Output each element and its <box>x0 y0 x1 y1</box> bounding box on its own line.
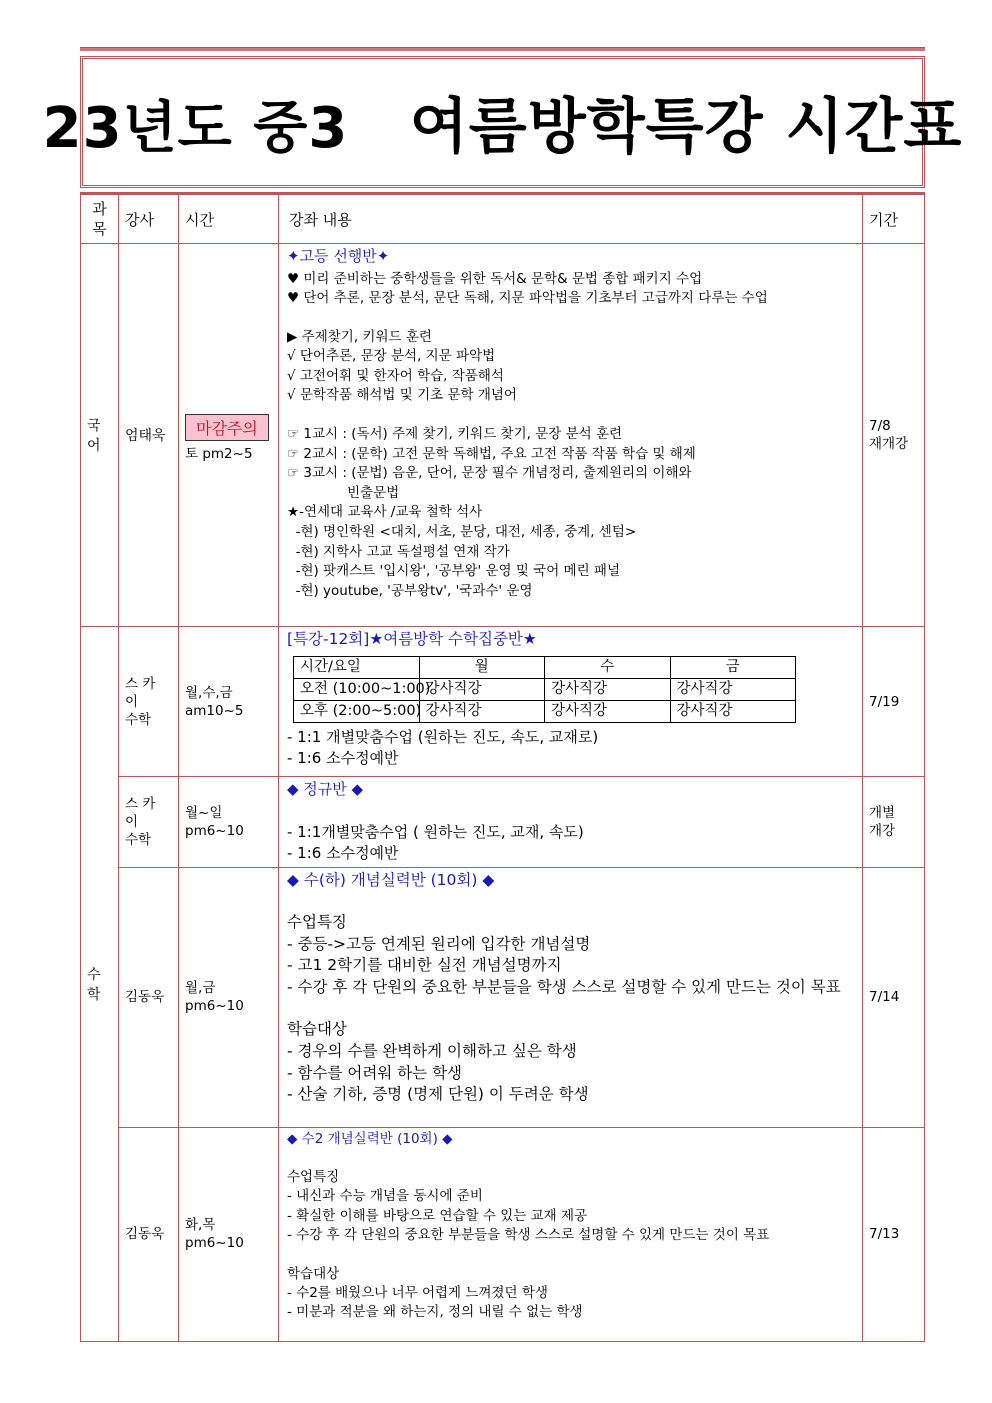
content-line: - 미분과 적분을 왜 하는지, 정의 내릴 수 없는 학생 <box>287 1304 583 1321</box>
math-row <box>81 1127 925 1341</box>
content-math <box>279 1127 863 1341</box>
content-korean <box>279 244 863 627</box>
subject-korean: 국어 <box>81 244 119 627</box>
content-math <box>279 777 863 868</box>
course-heading: ◆ 수(하) 개념실력반 (10회) ◆ <box>287 870 495 889</box>
header-teacher: 강사 <box>119 195 179 244</box>
content-line: -현) 명인학원 <대치, 서초, 분당, 대전, 세종, 중계, 센텀> <box>287 524 637 541</box>
subject-math: 수학 <box>81 627 119 1342</box>
header-time: 시간 <box>179 195 279 244</box>
content-line: - 1:6 소수정예반 <box>287 844 399 862</box>
top-rule <box>80 47 925 51</box>
content-line: - 수2를 배웠으나 너무 어렵게 느껴졌던 학생 <box>287 1284 548 1301</box>
header-content: 강좌 내용 <box>279 195 863 244</box>
period-math: 7/19 <box>863 627 925 777</box>
math-row <box>81 627 925 777</box>
content-line: - 확실한 이해를 바탕으로 연습할 수 있는 교재 제공 <box>287 1207 588 1224</box>
content-line: -현) youtube, '공부왕tv', '국과수' 운영 <box>287 582 533 599</box>
content-line: ☞ 3교시 : (문법) 음운, 단어, 문장 필수 개념정리, 출제원리의 이해와 <box>287 465 692 482</box>
time-math: 화,목 pm6~10 <box>179 1127 279 1341</box>
content-line: 수업특징 <box>287 1168 340 1185</box>
title-prefix: 23년도 중3 <box>42 96 349 161</box>
content-line: - 1:1 개별맞춤수업 (원하는 진도, 속도, 교재로) <box>287 728 599 746</box>
period-math: 개별 개강 <box>863 777 925 868</box>
content-line: ♥ 단어 추론, 문장 분석, 문단 독해, 지문 파악법을 기초부터 고급까지 다루는 수업 <box>287 290 768 307</box>
period-math: 7/13 <box>863 1127 925 1341</box>
content-line: -현) 지학사 고교 독설평설 연재 작가 <box>287 543 510 560</box>
period-math: 7/14 <box>863 867 925 1127</box>
content-line: ☞ 2교시 : (문학) 고전 문학 독해법, 주요 고전 작품 작품 학습 및 해제 <box>287 445 696 462</box>
content-line: - 내신과 수능 개념을 동시에 준비 <box>287 1188 483 1205</box>
time-math: 월,금 pm6~10 <box>179 867 279 1127</box>
title-main: 여름방학특강 시간표 <box>409 92 963 162</box>
schedule-header-cell: 금 <box>670 657 796 679</box>
schedule-cell: 오후 (2:00~5:00) <box>294 701 420 723</box>
course-heading: ✦고등 선행반✦ <box>287 247 390 265</box>
header-row <box>81 195 925 244</box>
content-line: - 산술 기하, 증명 (명제 단원) 이 두려운 학생 <box>287 1085 589 1104</box>
content-line: - 함수를 어려워 하는 학생 <box>287 1063 463 1082</box>
teacher-math: 스 카 이 수학 <box>119 627 179 777</box>
schedule-cell: 강사직강 <box>545 679 671 701</box>
content-line: ▶ 주제찾기, 키워드 훈련 <box>287 328 432 345</box>
period-korean: 7/8 재개강 <box>863 244 925 627</box>
time-cell-korean <box>179 244 279 627</box>
content-line: ☞ 1교시 : (독서) 주제 찾기, 키워드 찾기, 문장 분석 훈련 <box>287 426 623 443</box>
teacher-math: 스 카 이 수학 <box>119 777 179 868</box>
content-line: √ 고전어휘 및 한자어 학습, 작품해석 <box>287 367 504 384</box>
header-subject: 과 목 <box>81 195 119 244</box>
schedule-header-cell: 시간/요일 <box>294 657 420 679</box>
course-heading: ◆ 수2 개념실력반 (10회) ◆ <box>287 1130 453 1147</box>
content-line: 학습대상 <box>287 1020 347 1039</box>
content-line: ♥ 미리 준비하는 중학생들을 위한 독서& 문학& 문법 종합 패키지 수업 <box>287 270 703 287</box>
schedule-cell: 강사직강 <box>419 679 545 701</box>
content-line: - 1:6 소수정예반 <box>287 749 399 767</box>
teacher-math: 김동욱 <box>119 1127 179 1341</box>
course-heading: [특강-12회]★여름방학 수학집중반★ <box>287 630 537 648</box>
timetable-frame <box>42 47 963 1342</box>
math-row <box>81 867 925 1127</box>
time-korean: 토 pm2~5 <box>185 445 253 462</box>
content-line: - 경우의 수를 완벽하게 이해하고 싶은 학생 <box>287 1042 577 1061</box>
schedule-cell: 오전 (10:00~1:00) <box>294 679 420 701</box>
content-line: - 고1 2학기를 대비한 실전 개념설명까지 <box>287 956 562 975</box>
teacher-korean: 엄태욱 <box>119 244 179 627</box>
math-row <box>81 777 925 868</box>
schedule-cell: 강사직강 <box>670 679 796 701</box>
content-line: 수업특징 <box>287 913 347 932</box>
content-line: 빈출문법 <box>347 484 400 501</box>
content-line: - 중등->고등 연계된 원리에 입각한 개념설명 <box>287 934 591 953</box>
schedule-cell: 강사직강 <box>545 701 671 723</box>
content-line: - 1:1개별맞춤수업 ( 원하는 진도, 교재, 속도) <box>287 822 584 841</box>
page-title <box>43 79 963 165</box>
schedule-cell: 강사직강 <box>670 701 796 723</box>
schedule-cell: 강사직강 <box>419 701 545 723</box>
content-math <box>279 867 863 1127</box>
course-heading: ◆ 정규반 ◆ <box>287 780 364 798</box>
content-math <box>279 627 863 777</box>
teacher-math: 김동욱 <box>119 867 179 1127</box>
schedule-header-cell: 수 <box>545 657 671 679</box>
time-math: 월,수,금 am10~5 <box>179 627 279 777</box>
time-math: 월~일 pm6~10 <box>179 777 279 868</box>
content-line: - 수강 후 각 단원의 중요한 부분들을 학생 스스로 설명할 수 있게 만드는 것이 목표 <box>287 1227 770 1244</box>
korean-row <box>81 244 925 627</box>
content-line: -현) 팟캐스트 '입시왕', '공부왕' 운영 및 국어 메린 패널 <box>287 563 621 580</box>
schedule-table <box>80 194 925 1342</box>
content-line: - 수강 후 각 단원의 중요한 부분들을 학생 스스로 설명할 수 있게 만드는 것이 목표 <box>287 977 841 996</box>
header-period: 기간 <box>863 195 925 244</box>
weekly-schedule-table <box>293 656 796 723</box>
content-line: 학습대상 <box>287 1265 340 1282</box>
deadline-notice-badge: 마감주의 <box>185 414 269 441</box>
content-line: ★-연세대 교육사 /교육 철학 석사 <box>287 504 483 521</box>
content-line: √ 단어추론, 문장 분석, 지문 파악법 <box>287 348 496 365</box>
content-line: √ 문학작품 해석법 및 기초 문학 개념어 <box>287 387 517 404</box>
schedule-header-cell: 월 <box>419 657 545 679</box>
title-box <box>42 56 963 188</box>
